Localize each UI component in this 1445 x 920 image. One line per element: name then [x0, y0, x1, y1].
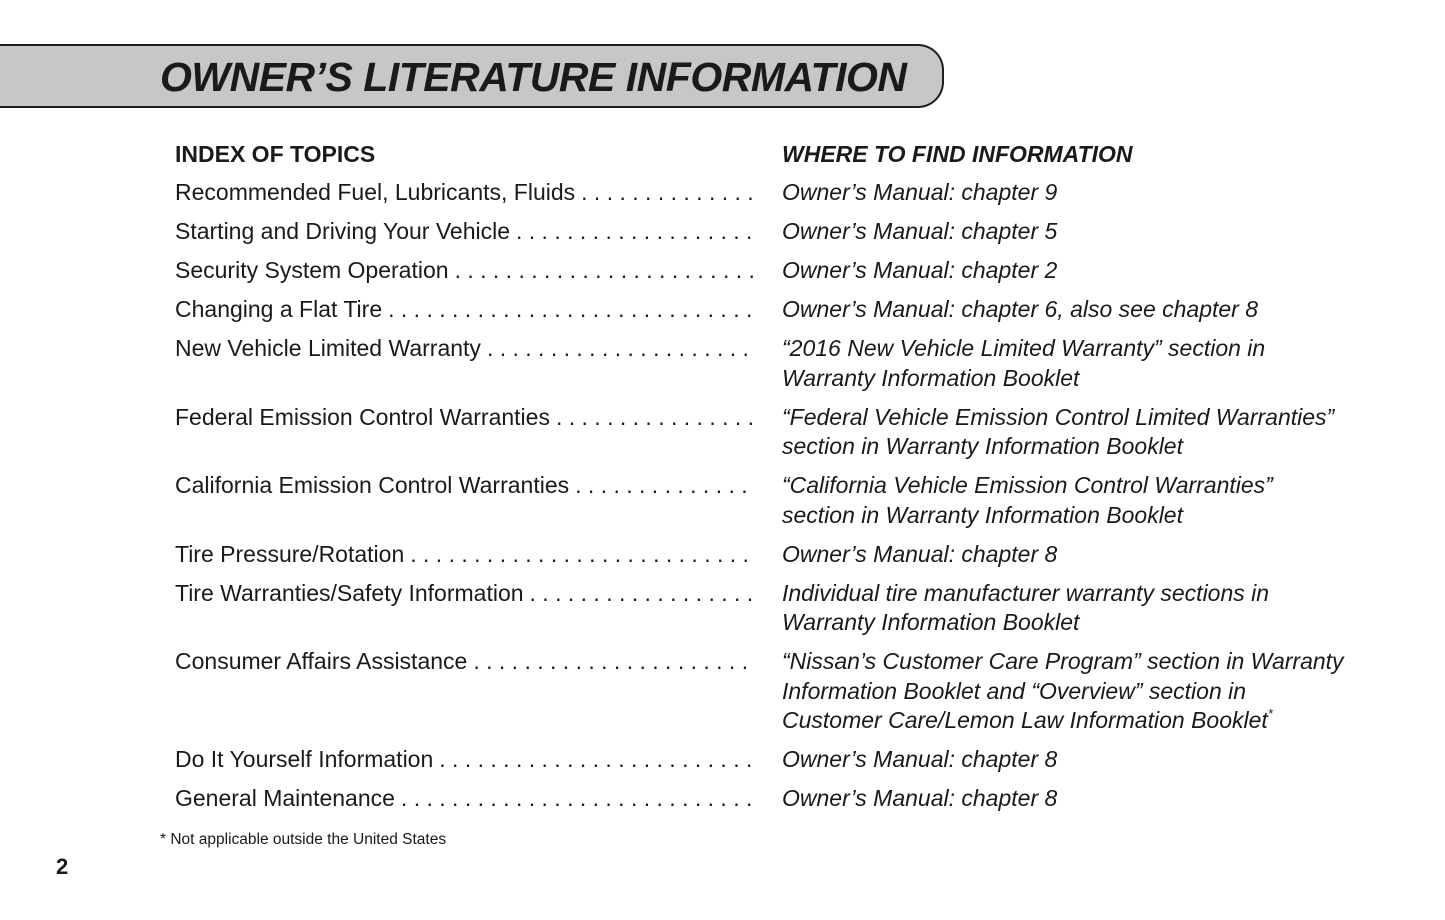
topic-cell	[175, 256, 755, 286]
where-line	[782, 677, 1382, 707]
table-row	[175, 403, 1415, 462]
where-line-text: Owner’s Manual: chapter 6, also see chapter 8	[782, 296, 1259, 322]
dot-leader	[401, 784, 755, 814]
topic-cell	[175, 295, 755, 325]
where-line-text: “Federal Vehicle Emission Control Limited Warranties”	[782, 403, 1335, 430]
footnote: * Not applicable outside the United States	[160, 831, 447, 848]
topic-cell	[175, 403, 755, 462]
where-line-text: Owner’s Manual: chapter 8	[782, 746, 1058, 772]
dot-leader	[487, 334, 755, 393]
where-line	[782, 432, 1382, 462]
topic-label: General Maintenance	[175, 785, 395, 811]
table-row	[175, 178, 1415, 208]
where-cell	[782, 178, 1382, 208]
topic-label: Tire Warranties/Safety Information	[175, 579, 524, 606]
table-row	[175, 471, 1415, 530]
where-line	[782, 608, 1382, 638]
table-row	[175, 647, 1415, 736]
where-cell	[782, 403, 1382, 462]
topic-label: Tire Pressure/Rotation	[175, 540, 405, 567]
dot-leader	[388, 295, 755, 325]
topic-label: Starting and Driving Your Vehicle	[175, 218, 510, 244]
where-cell	[782, 579, 1382, 638]
where-cell	[782, 745, 1382, 775]
where-cell	[782, 256, 1382, 286]
where-cell	[782, 334, 1382, 393]
where-line	[782, 540, 1382, 570]
topic-cell	[175, 471, 755, 530]
dot-leader	[455, 256, 755, 286]
topic-cell	[175, 745, 755, 775]
table-row	[175, 784, 1415, 814]
dot-leader	[410, 540, 755, 570]
where-line	[782, 784, 1382, 814]
topic-label: Changing a Flat Tire	[175, 296, 383, 322]
dot-leader	[530, 579, 755, 638]
where-line	[782, 403, 1382, 433]
where-line-text: Warranty Information Booklet	[782, 609, 1080, 635]
topic-label: Consumer Affairs Assistance	[175, 648, 468, 674]
where-line-text: Warranty Information Booklet	[782, 364, 1080, 391]
where-to-find-heading: WHERE TO FIND INFORMATION	[782, 141, 1133, 167]
dot-leader	[556, 403, 755, 462]
table-row	[175, 256, 1415, 286]
footnote-marker: *	[1267, 706, 1273, 721]
topic-label: Security System Operation	[175, 257, 449, 283]
where-line	[782, 579, 1382, 609]
topic-cell	[175, 647, 755, 736]
table-row	[175, 334, 1415, 393]
topic-cell	[175, 178, 755, 208]
where-line-text: Owner’s Manual: chapter 8	[782, 540, 1058, 567]
dot-leader	[473, 647, 755, 736]
where-line	[782, 217, 1382, 247]
topic-cell	[175, 540, 755, 570]
where-line-text: Owner’s Manual: chapter 5	[782, 218, 1058, 244]
dot-leader	[575, 471, 755, 530]
dot-leader	[516, 217, 755, 247]
topic-label: Recommended Fuel, Lubricants, Fluids	[175, 179, 576, 205]
table-row	[175, 295, 1415, 325]
where-line	[782, 471, 1382, 501]
where-cell	[782, 217, 1382, 247]
where-line-text: Information Booklet and “Overview” section in	[782, 677, 1247, 704]
topic-cell	[175, 217, 755, 247]
index-of-topics-heading: INDEX OF TOPICS	[175, 141, 376, 167]
where-line	[782, 295, 1382, 325]
topic-cell	[175, 784, 755, 814]
where-line-text: Individual tire manufacturer warranty sections in	[782, 579, 1270, 606]
topics-table	[175, 178, 1415, 823]
table-row	[175, 579, 1415, 638]
where-cell	[782, 540, 1382, 570]
where-line	[782, 647, 1382, 677]
where-line-text: Owner’s Manual: chapter 9	[782, 179, 1058, 205]
where-line-text: Customer Care/Lemon Law Information Booklet	[782, 707, 1268, 733]
where-line	[782, 256, 1382, 286]
where-line-text: “Nissan’s Customer Care Program” section in Warranty	[782, 648, 1344, 674]
topic-label: Federal Emission Control Warranties	[175, 403, 550, 430]
topic-label: Do It Yourself Information	[175, 746, 434, 772]
topic-label: California Emission Control Warranties	[175, 472, 570, 498]
where-line	[782, 178, 1382, 208]
where-line	[782, 706, 1382, 736]
where-line-text: Owner’s Manual: chapter 2	[782, 257, 1058, 283]
page-title: OWNER’S LITERATURE INFORMATION	[160, 54, 907, 100]
where-line-text: section in Warranty Information Booklet	[782, 501, 1183, 528]
where-line-text: Owner’s Manual: chapter 8	[782, 785, 1058, 811]
table-row	[175, 540, 1415, 570]
where-line-text: “California Vehicle Emission Control Warranties”	[782, 472, 1273, 498]
where-cell	[782, 647, 1382, 736]
where-cell	[782, 784, 1382, 814]
topic-cell	[175, 334, 755, 393]
where-line	[782, 745, 1382, 775]
where-line	[782, 364, 1382, 394]
page-number: 2	[56, 854, 69, 879]
table-row	[175, 745, 1415, 775]
where-line-text: “2016 New Vehicle Limited Warranty” section in	[782, 335, 1266, 361]
table-row	[175, 217, 1415, 247]
where-line-text: section in Warranty Information Booklet	[782, 433, 1183, 459]
topic-cell	[175, 579, 755, 638]
topic-label: New Vehicle Limited Warranty	[175, 335, 481, 361]
where-line	[782, 334, 1382, 364]
where-cell	[782, 295, 1382, 325]
where-cell	[782, 471, 1382, 530]
where-line	[782, 501, 1382, 531]
dot-leader	[581, 178, 755, 208]
dot-leader	[439, 745, 755, 775]
